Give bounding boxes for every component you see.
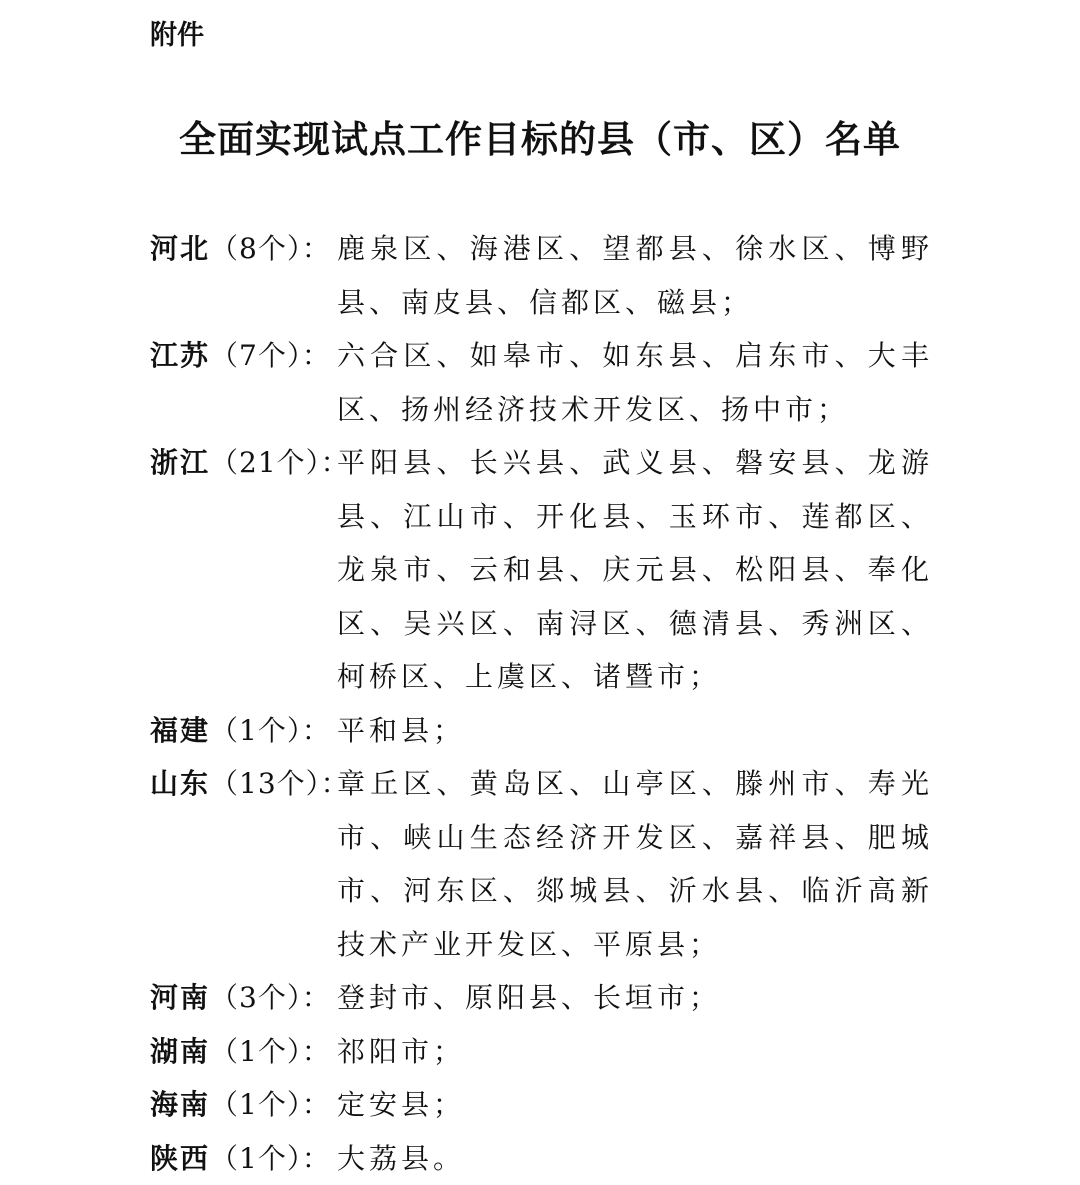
province-entry-hebei bbox=[150, 222, 950, 329]
attachment-label: 附件 bbox=[150, 16, 204, 56]
county-count: （1个）： bbox=[210, 1088, 331, 1121]
province-entry-shaanxi bbox=[150, 1132, 950, 1185]
county-items: 鹿泉区、海港区、望都县、徐水区、博野县、南皮县、信都区、磁县； bbox=[337, 222, 933, 329]
province-name: 河南 bbox=[150, 981, 210, 1014]
province-name: 江苏 bbox=[150, 339, 210, 372]
province-label bbox=[150, 1132, 337, 1185]
province-entry-zhejiang bbox=[150, 436, 950, 704]
county-items: 章丘区、黄岛区、山亭区、滕州市、寿光市、峡山生态经济开发区、嘉祥县、肥城市、河东区、郯城县、沂水县、临沂高新技术产业开发区、平原县； bbox=[337, 757, 933, 971]
county-count: （21个）： bbox=[210, 446, 350, 479]
province-label bbox=[150, 329, 337, 383]
province-label bbox=[150, 1025, 337, 1079]
province-entry-jiangsu bbox=[150, 329, 950, 436]
county-items: 定安县； bbox=[337, 1078, 933, 1132]
province-name: 浙江 bbox=[150, 446, 210, 479]
province-entry-hunan bbox=[150, 1025, 950, 1079]
province-label bbox=[150, 704, 337, 758]
county-items: 大荔县。 bbox=[337, 1132, 933, 1185]
province-entry-fujian bbox=[150, 704, 950, 758]
county-count: （3个）： bbox=[210, 981, 331, 1014]
province-name: 湖南 bbox=[150, 1035, 210, 1068]
county-count: （13个）： bbox=[210, 767, 350, 800]
county-items: 祁阳市； bbox=[337, 1025, 933, 1079]
province-label bbox=[150, 1078, 337, 1132]
county-items: 登封市、原阳县、长垣市； bbox=[337, 971, 933, 1025]
province-label bbox=[150, 971, 337, 1025]
province-name: 福建 bbox=[150, 714, 210, 747]
province-name: 陕西 bbox=[150, 1142, 210, 1175]
province-label bbox=[150, 222, 337, 276]
county-items: 平和县； bbox=[337, 704, 933, 758]
province-entry-shandong bbox=[150, 757, 950, 971]
province-label bbox=[150, 436, 337, 490]
page-title: 全面实现试点工作目标的县（市、区）名单 bbox=[0, 112, 1080, 166]
county-count: （8个）： bbox=[210, 232, 331, 265]
county-items: 六合区、如皋市、如东县、启东市、大丰区、扬州经济技术开发区、扬中市； bbox=[337, 329, 933, 436]
county-items: 平阳县、长兴县、武义县、磐安县、龙游县、江山市、开化县、玉环市、莲都区、龙泉市、云和县、庆元县、松阳县、奉化区、吴兴区、南浔区、德清县、秀洲区、柯桥区、上虞区、诸暨市； bbox=[337, 436, 933, 704]
province-name: 海南 bbox=[150, 1088, 210, 1121]
county-count: （1个）： bbox=[210, 1035, 331, 1068]
county-count: （1个）： bbox=[210, 714, 331, 747]
county-count: （7个）： bbox=[210, 339, 331, 372]
county-list bbox=[150, 222, 950, 1185]
county-count: （1个）： bbox=[210, 1142, 331, 1175]
province-name: 河北 bbox=[150, 232, 210, 265]
province-name: 山东 bbox=[150, 767, 210, 800]
province-entry-henan bbox=[150, 971, 950, 1025]
province-entry-hainan bbox=[150, 1078, 950, 1132]
province-label bbox=[150, 757, 337, 811]
